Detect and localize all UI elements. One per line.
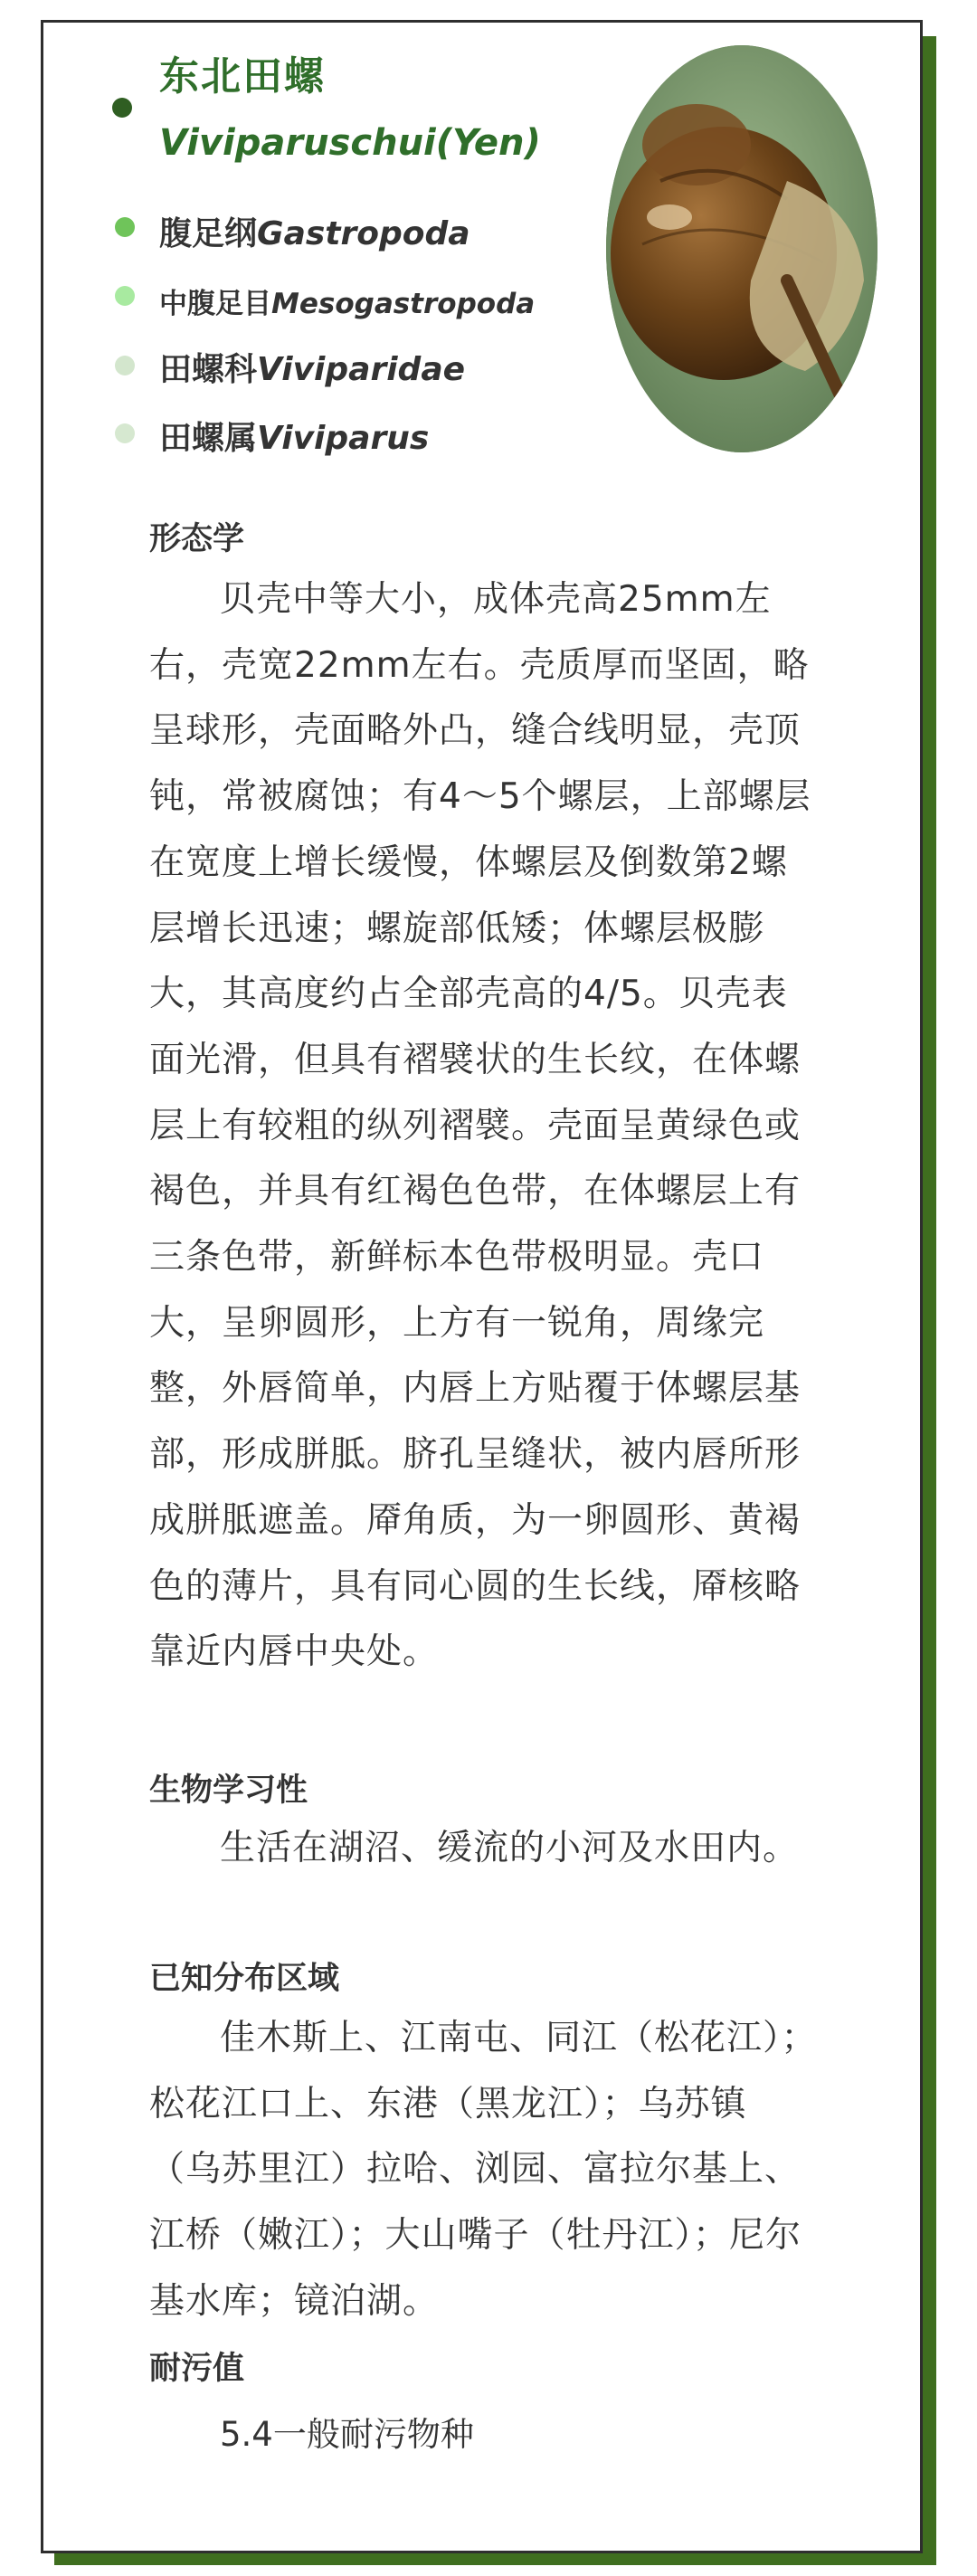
taxon-genus-latin: Viviparus <box>257 420 430 457</box>
distribution-text: 佳木斯上、江南屯、同江（松花江）；松花江口上、东港（黑龙江）；乌苏镇（乌苏里江）拉哈、浏园、富拉尔基上、江桥（嫩江）；大山嘴子（牡丹江）；尼尔基水库；镜泊湖。 <box>149 2018 818 2322</box>
section-heading-habits: 生物学习性 <box>149 1773 308 1809</box>
section-text-morphology <box>149 567 819 1686</box>
taxon-genus-cn: 田螺属 <box>159 420 258 457</box>
section-text-distribution <box>149 2006 819 2335</box>
taxon-order-cn: 中腹足目 <box>159 288 271 320</box>
section-text-habits <box>149 1816 819 1882</box>
bullet-dot <box>115 356 135 375</box>
snail-illustration <box>606 45 877 452</box>
section-heading-tolerance: 耐污值 <box>149 2351 245 2387</box>
section-heading-morphology: 形态学 <box>149 521 245 557</box>
taxon-family-cn: 田螺科 <box>159 351 258 388</box>
bullet-dot <box>115 286 135 306</box>
taxon-genus <box>159 413 429 459</box>
snail-photo <box>606 45 877 452</box>
taxon-family <box>159 344 465 390</box>
bullet-dot <box>115 217 135 237</box>
taxon-class-latin: Gastropoda <box>257 215 470 252</box>
taxon-order-latin: Mesogastropoda <box>271 288 536 320</box>
bullet-dot <box>115 423 135 443</box>
habits-text: 生活在湖沼、缓流的小河及水田内。 <box>220 1828 800 1868</box>
tolerance-value: 5.4一般耐污物种 <box>220 2415 474 2454</box>
taxon-class-cn: 腹足纲 <box>159 215 258 252</box>
species-name-cn: 东北田螺 <box>159 53 326 100</box>
taxon-order <box>159 280 535 321</box>
morphology-text: 贝壳中等大小，成体壳高25mm左右，壳宽22mm左右。壳质厚而坚固，略呈球形，壳面略外凸，缝合线明显，壳顶钝，常被腐蚀；有4～5个螺层，上部螺层在宽度上增长缓慢，体螺层及倒数第2螺层增长迅速；螺旋部低矮；体螺层极膨大，其高度约占全部壳高的4/5。贝壳表面光滑，但具有褶襞状的生长纹，在体螺层上有较粗的纵列褶襞。壳面呈黄绿色或褐色，并具有红褐色色带，在体螺层上有三条色带，新鲜标本色带极明显。壳口大，呈卵圆形，上方有一锐角，周缘完整，外唇简单，内唇上方贴覆于体螺层基部，形成胼胝。脐孔呈缝状，被内唇所形成胼胝遮盖。厣角质，为一卵圆形、黄褐色的薄片，具有同心圆的生长线，厣核略靠近内唇中央处。 <box>149 579 811 1673</box>
bullet-dot <box>112 98 132 118</box>
species-name-latin: Viviparuschui(Yen) <box>159 122 541 164</box>
taxon-family-latin: Viviparidae <box>257 351 466 388</box>
taxon-class <box>159 208 470 254</box>
section-heading-distribution: 已知分布区域 <box>149 1961 340 1997</box>
